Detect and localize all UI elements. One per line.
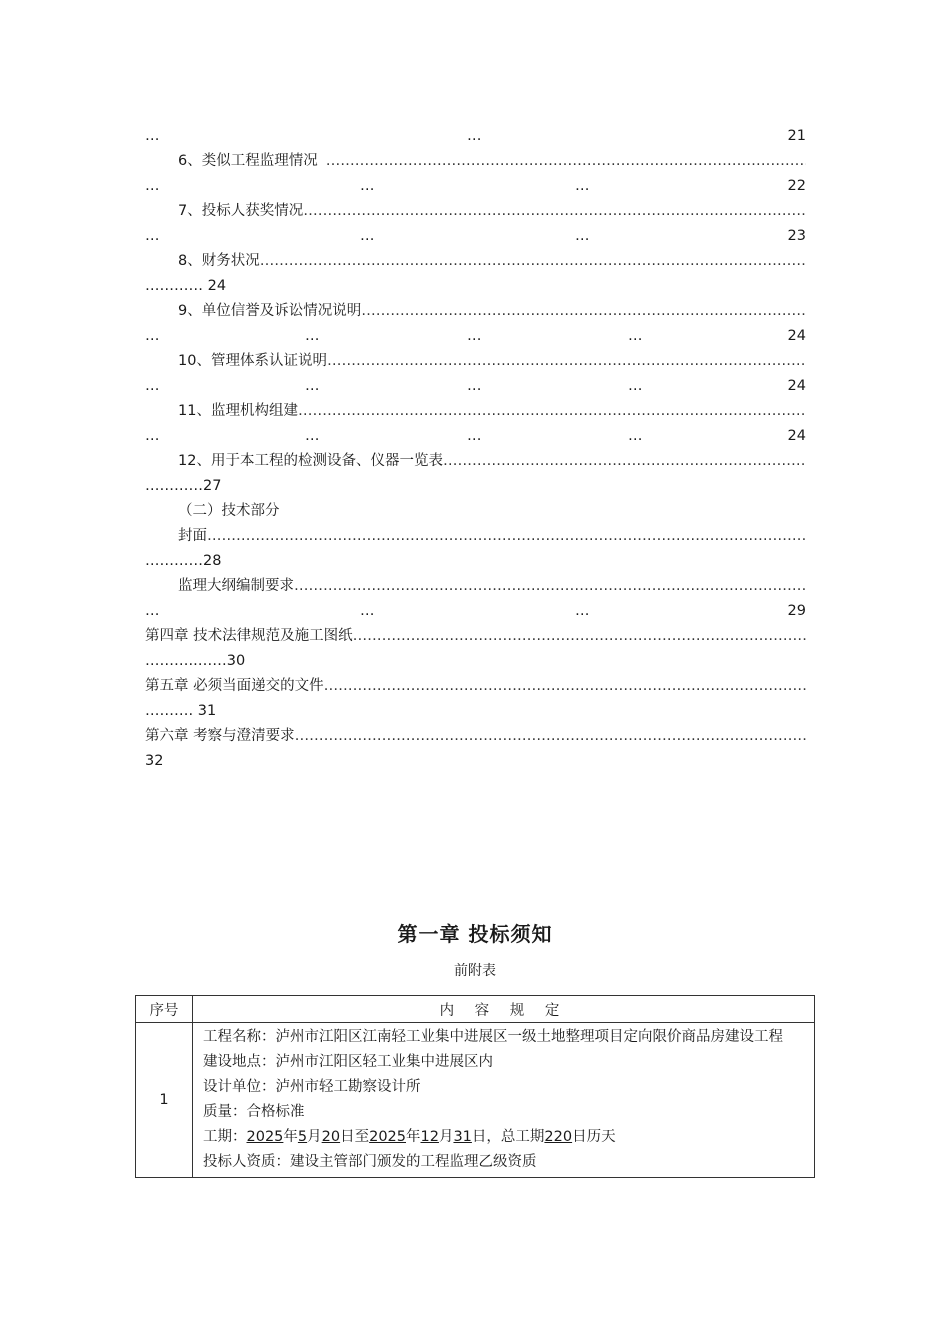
page-number: 24	[787, 328, 806, 344]
leader-dots	[260, 249, 806, 274]
toc-continuation-29	[145, 599, 806, 624]
period-text: 年	[283, 1129, 298, 1145]
toc-item-label: 第四章 技术法律规范及施工图纸	[145, 628, 353, 644]
end-day: 31	[453, 1129, 472, 1145]
toc-section-technical[interactable]: （二）技术部分	[178, 503, 280, 519]
toc-item-label: 7、投标人获奖情况	[178, 203, 304, 219]
toc-item-label: 11、监理机构组建	[178, 403, 298, 419]
leader-dots	[303, 199, 806, 224]
chapter-title: 第一章 投标须知	[397, 922, 553, 946]
leader-dots: …	[145, 178, 160, 194]
total-days: 220	[544, 1129, 573, 1145]
leader-dots	[353, 624, 806, 649]
toc-continuation-23	[145, 224, 806, 249]
leader-dots: …	[360, 603, 375, 619]
toc-item-11[interactable]	[145, 399, 806, 424]
toc-item-label: 12、用于本工程的检测设备、仪器一览表	[178, 453, 443, 469]
leader-dots: …	[305, 428, 320, 444]
toc-continuation-32: 32	[145, 753, 164, 769]
leader-dots: …	[467, 378, 482, 394]
start-year: 2025	[246, 1129, 284, 1145]
leader-dots: …	[628, 378, 643, 394]
bidder-qualification: 投标人资质：建设主管部门颁发的工程监理乙级资质	[203, 1154, 537, 1170]
leader-dots: …	[575, 178, 590, 194]
quality-standard: 质量：合格标准	[203, 1104, 305, 1120]
design-unit: 设计单位：泸州市轻工勘察设计所	[203, 1079, 421, 1095]
toc-item-label: 封面	[178, 528, 207, 544]
row-serial: 1	[136, 1023, 193, 1178]
toc-continuation-24: ………… 24	[145, 278, 227, 294]
toc-item-label: 第六章 考察与澄清要求	[145, 728, 295, 744]
leader-dots	[327, 349, 806, 374]
toc-continuation-24	[145, 374, 806, 399]
page-number: 29	[787, 603, 806, 619]
period-text: 日，总工期	[471, 1129, 545, 1145]
toc-item-6[interactable]	[145, 149, 806, 174]
leader-dots: …	[360, 228, 375, 244]
leader-dots	[298, 399, 806, 424]
toc-continuation-30: ………..……30	[145, 653, 246, 669]
project-location: 建设地点：泸州市江阳区轻工业集中进展区内	[203, 1054, 493, 1070]
leader-dots: …	[305, 378, 320, 394]
leader-dots: …	[467, 328, 482, 344]
toc-continuation-24	[145, 324, 806, 349]
toc-item-label: 9、单位信誉及诉讼情况说明	[178, 303, 362, 319]
leader-dots: …	[145, 378, 160, 394]
page-number: 23	[787, 228, 806, 244]
toc-continuation-31: ………. 31	[145, 703, 217, 719]
toc-item-7[interactable]	[145, 199, 806, 224]
toc-item-9[interactable]	[145, 299, 806, 324]
toc-item-cover[interactable]	[145, 524, 806, 549]
table-row	[136, 1023, 815, 1178]
leader-dots	[294, 574, 806, 599]
toc-chapter-6[interactable]	[145, 724, 806, 749]
table-header-row	[136, 996, 815, 1023]
start-day: 20	[321, 1129, 341, 1145]
leader-dots: …	[145, 228, 160, 244]
end-month: 12	[420, 1129, 439, 1145]
leader-dots: …	[628, 328, 643, 344]
leader-dots	[324, 674, 806, 699]
leader-dots	[361, 299, 806, 324]
leader-dots	[443, 449, 806, 474]
leader-dots: …	[467, 128, 482, 144]
toc-item-label: 第五章 必须当面递交的文件	[145, 678, 324, 694]
toc-item-label: 监理大纲编制要求	[178, 578, 294, 594]
toc-item-label: 8、财务状况	[178, 253, 260, 269]
toc-item-label: 10、管理体系认证说明	[178, 353, 327, 369]
end-year: 2025	[369, 1129, 406, 1145]
leader-dots: …	[575, 228, 590, 244]
toc-continuation-21	[145, 124, 806, 149]
toc-continuation-24	[145, 424, 806, 449]
toc-chapter-5[interactable]	[145, 674, 806, 699]
period-text: 日至	[340, 1129, 370, 1145]
header-content: 内 容 规 定	[193, 996, 815, 1023]
construction-period	[203, 1125, 806, 1150]
leader-dots: …	[145, 328, 160, 344]
header-serial: 序号	[136, 996, 193, 1023]
leader-dots: …	[305, 328, 320, 344]
toc-item-10[interactable]	[145, 349, 806, 374]
toc-item-label: 6、类似工程监理情况	[178, 153, 318, 169]
row-content	[193, 1023, 815, 1178]
toc-item-outline[interactable]	[145, 574, 806, 599]
page-number: 22	[787, 178, 806, 194]
annex-table	[135, 995, 815, 1178]
leader-dots: …	[360, 178, 375, 194]
page-number: 24	[787, 378, 806, 394]
period-text: 日历天	[572, 1129, 616, 1145]
leader-dots: …	[145, 128, 160, 144]
leader-dots: …	[628, 428, 643, 444]
page-number: 21	[787, 128, 806, 144]
table-of-contents	[145, 124, 806, 774]
leader-dots: …	[467, 428, 482, 444]
page-number: 24	[787, 428, 806, 444]
period-text: 年	[406, 1129, 421, 1145]
toc-continuation-27: …………27	[145, 478, 222, 494]
toc-continuation-28: …………28	[145, 553, 222, 569]
leader-dots: …	[145, 603, 160, 619]
project-name: 工程名称：泸州市江阳区江南轻工业集中进展区一级土地整理项目定向限价商品房建设工程	[203, 1029, 783, 1045]
period-label: 工期：	[203, 1129, 247, 1145]
toc-chapter-4[interactable]	[145, 624, 806, 649]
toc-item-8[interactable]	[145, 249, 806, 274]
toc-item-12[interactable]	[145, 449, 806, 474]
toc-continuation-22	[145, 174, 806, 199]
start-month: 5	[297, 1129, 308, 1145]
leader-dots	[318, 149, 806, 174]
leader-dots: …	[145, 428, 160, 444]
table-caption: 前附表	[454, 963, 496, 979]
leader-dots	[295, 724, 806, 749]
period-text: 月	[307, 1129, 322, 1145]
period-text: 月	[438, 1129, 454, 1145]
leader-dots: …	[575, 603, 590, 619]
leader-dots	[207, 524, 806, 549]
